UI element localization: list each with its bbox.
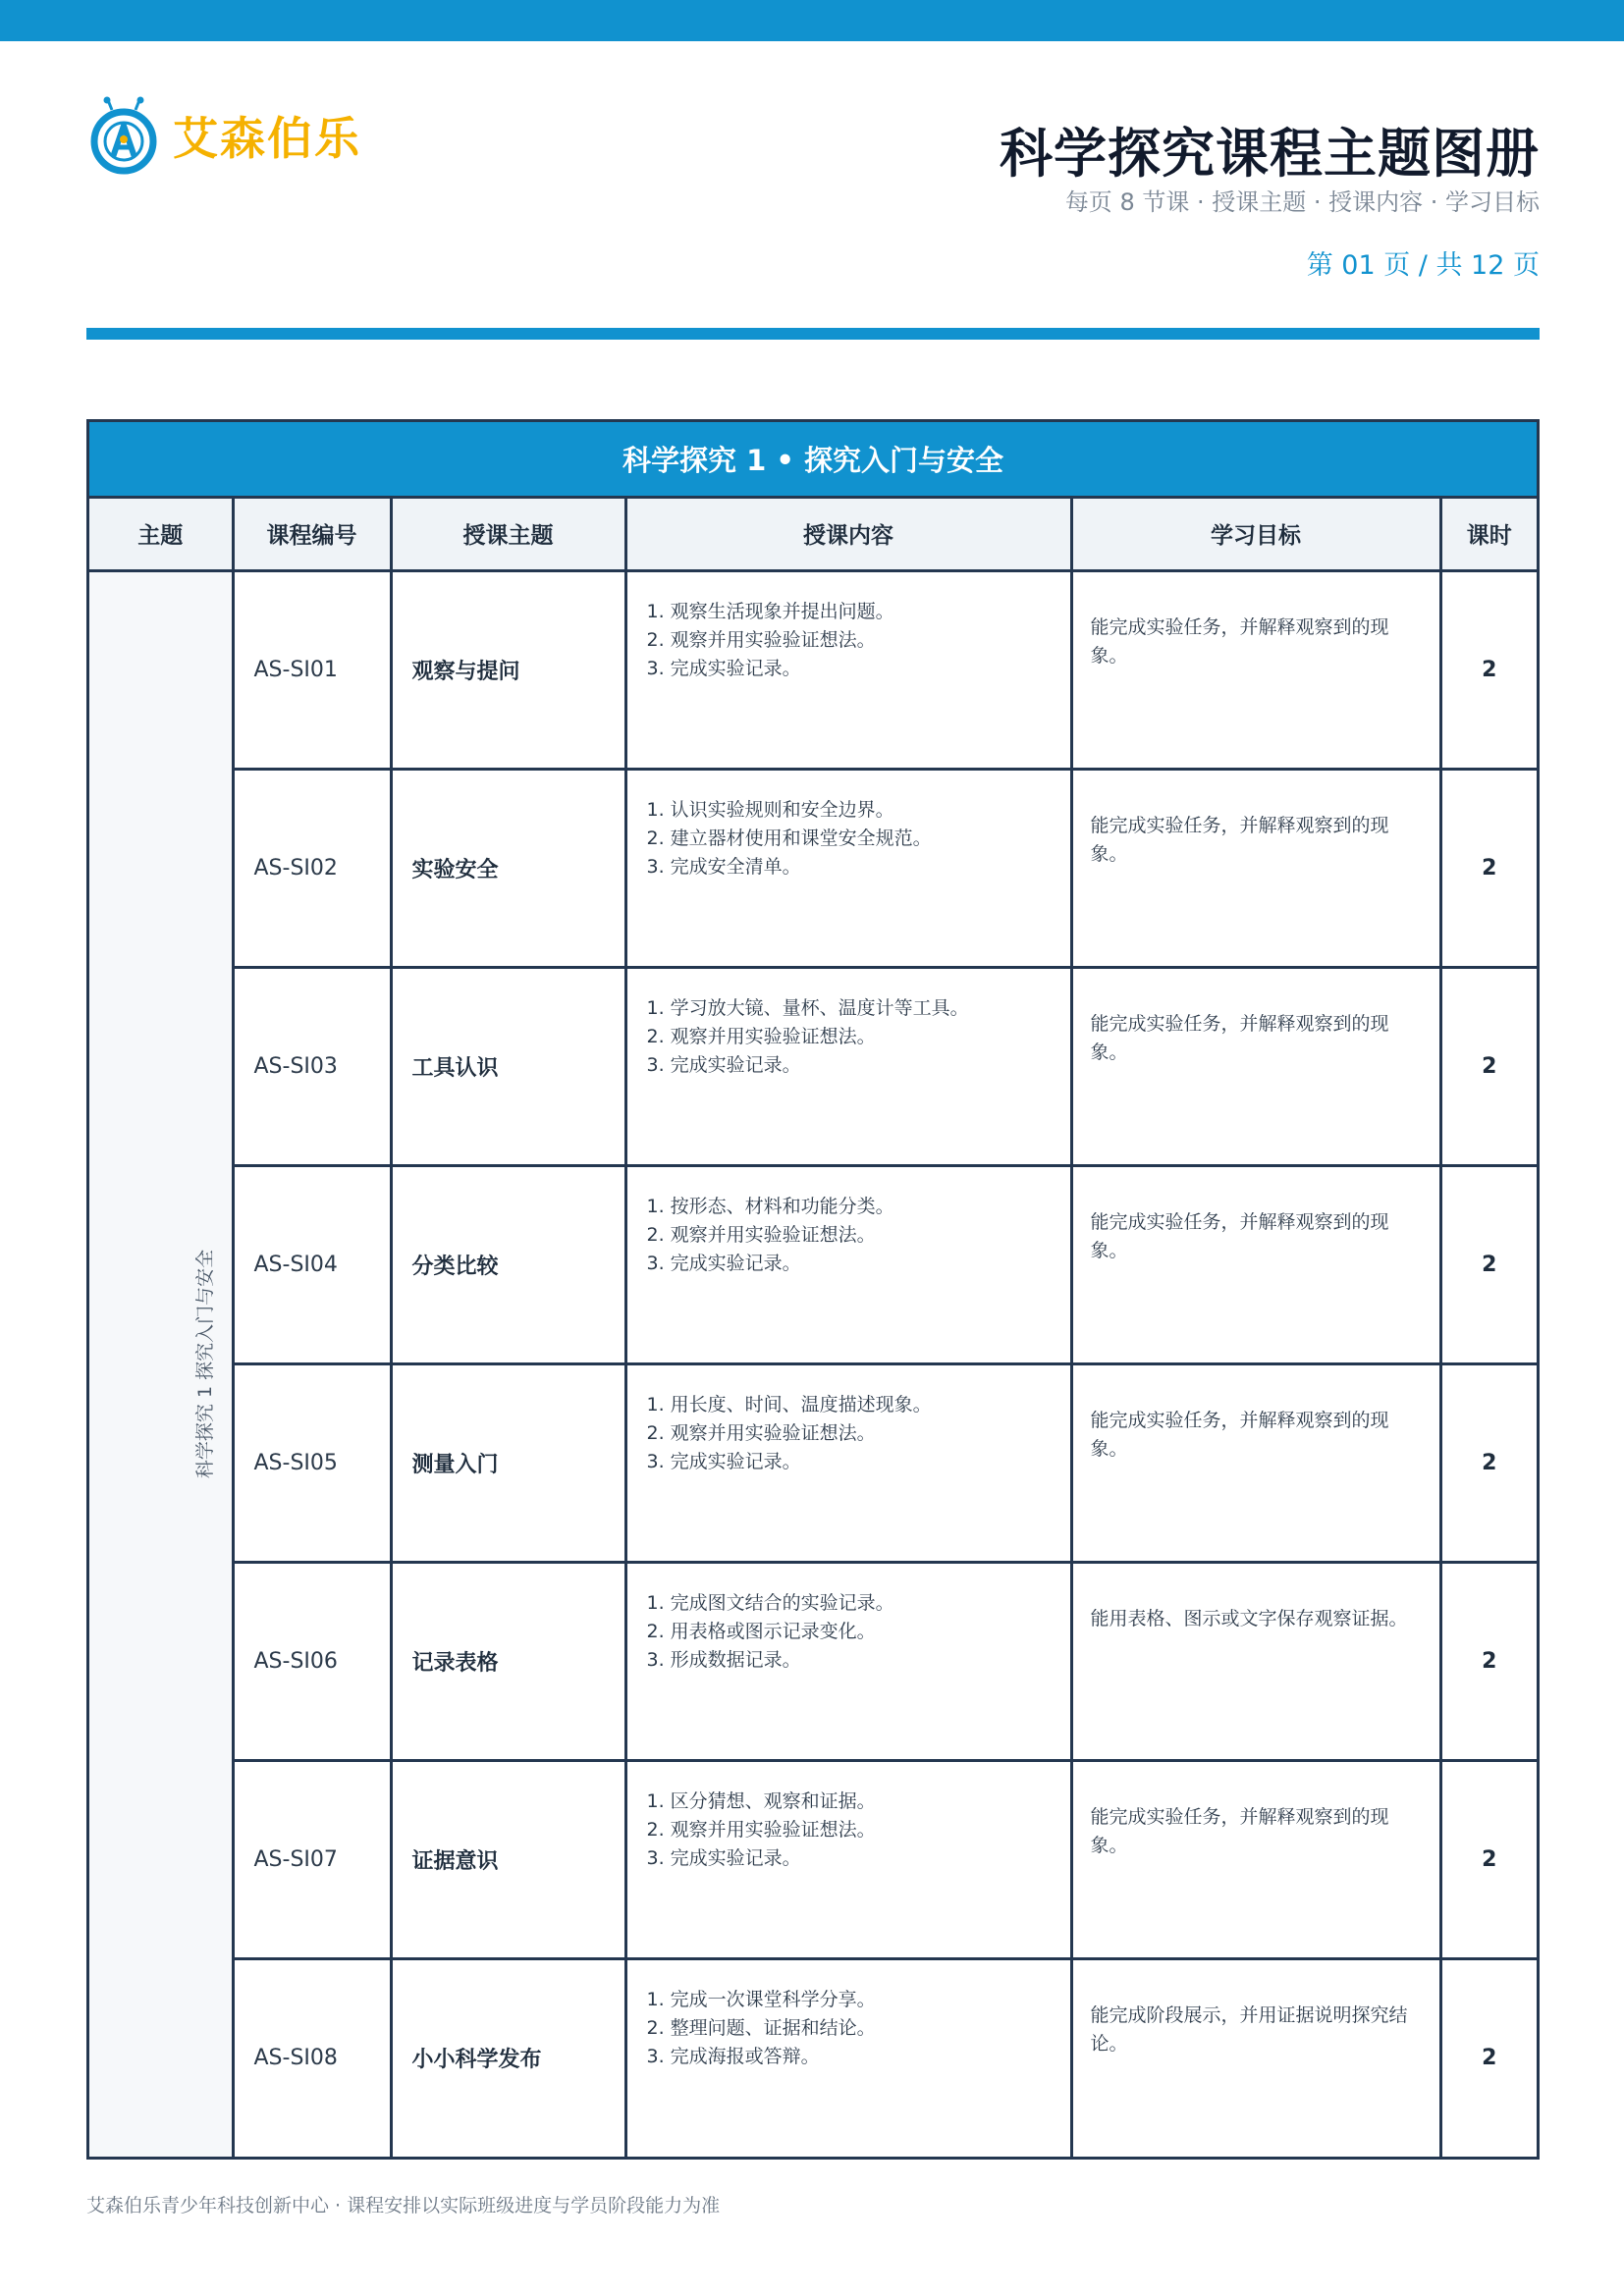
class-hours: 2 [1440,1165,1537,1363]
content-line: 1. 学习放大镜、量杯、温度计等工具。 [646,996,969,1019]
content-line: 1. 完成一次课堂科学分享。 [646,1988,876,2010]
course-code: AS-SI04 [233,1165,391,1363]
class-hours: 2 [1440,570,1537,769]
content-line: 1. 观察生活现象并提出问题。 [646,600,894,622]
section-title: 科学探究 1 • 探究入门与安全 [89,422,1537,499]
learning-goal: 能完成阶段展示，并用证据说明探究结论。 [1071,1958,1440,2157]
table-row [89,769,1537,967]
course-code: AS-SI03 [233,967,391,1165]
content-line: 2. 用表格或图示记录变化。 [646,1620,876,1642]
content-line: 2. 整理问题、证据和结论。 [646,2016,876,2039]
course-content [625,1165,1071,1363]
learning-goal: 能完成实验任务，并解释观察到的现象。 [1071,570,1440,769]
column-header-hours: 课时 [1440,499,1537,570]
content-line: 3. 完成海报或答辩。 [646,2045,820,2067]
content-line: 2. 建立器材使用和课堂安全规范。 [646,827,932,849]
theme-cell [89,570,233,2157]
content-line: 1. 完成图文结合的实验记录。 [646,1591,894,1614]
course-content [625,769,1071,967]
course-code: AS-SI07 [233,1760,391,1958]
learning-goal: 能完成实验任务，并解释观察到的现象。 [1071,1363,1440,1562]
content-line: 1. 用长度、时间、温度描述现象。 [646,1393,932,1415]
theme-label: 科学探究 1 探究入门与安全 [194,1250,217,1479]
brand-name: 艾森伯乐 [173,112,361,165]
content-line: 2. 观察并用实验验证想法。 [646,1025,876,1047]
content-line: 2. 观察并用实验验证想法。 [646,628,876,651]
course-content [625,1760,1071,1958]
course-code: AS-SI01 [233,570,391,769]
content-line: 2. 观察并用实验验证想法。 [646,1223,876,1246]
table-row [89,570,1537,769]
column-header-topic: 授课主题 [391,499,625,570]
learning-goal: 能完成实验任务，并解释观察到的现象。 [1071,769,1440,967]
course-topic: 观察与提问 [391,570,625,769]
course-content [625,967,1071,1165]
course-topic: 证据意识 [391,1760,625,1958]
content-line: 2. 观察并用实验验证想法。 [646,1421,876,1444]
course-topic: 分类比较 [391,1165,625,1363]
column-header-content: 授课内容 [625,499,1071,570]
content-line: 3. 完成安全清单。 [646,855,801,878]
table-row [89,1562,1537,1760]
class-hours: 2 [1440,769,1537,967]
table-row [89,1165,1537,1363]
content-line: 3. 完成实验记录。 [646,657,801,679]
course-content [625,1562,1071,1760]
class-hours: 2 [1440,1958,1537,2157]
course-code: AS-SI06 [233,1562,391,1760]
course-topic: 工具认识 [391,967,625,1165]
content-line: 1. 认识实验规则和安全边界。 [646,798,894,821]
curriculum-table-container [86,419,1540,2160]
page-indicator: 第 01 页 / 共 12 页 [1306,250,1540,281]
course-content [625,570,1071,769]
top-accent-bar [0,0,1624,41]
content-line: 3. 完成实验记录。 [646,1252,801,1274]
learning-goal: 能完成实验任务，并解释观察到的现象。 [1071,967,1440,1165]
column-header-code: 课程编号 [233,499,391,570]
table-row [89,1958,1537,2157]
document-title: 科学探究课程主题图册 [1000,123,1540,185]
content-line: 1. 按形态、材料和功能分类。 [646,1195,894,1217]
content-line: 3. 完成实验记录。 [646,1846,801,1869]
course-code: AS-SI02 [233,769,391,967]
course-content [625,1363,1071,1562]
content-line: 2. 观察并用实验验证想法。 [646,1818,876,1841]
document-subtitle: 每页 8 节课 · 授课主题 · 授课内容 · 学习目标 [1064,188,1540,216]
course-topic: 测量入门 [391,1363,625,1562]
column-header-goal: 学习目标 [1071,499,1440,570]
brand-logo [86,96,361,175]
curriculum-table [89,499,1537,2157]
content-line: 3. 完成实验记录。 [646,1450,801,1472]
class-hours: 2 [1440,1760,1537,1958]
course-content [625,1958,1071,2157]
learning-goal: 能完成实验任务，并解释观察到的现象。 [1071,1760,1440,1958]
learning-goal: 能用表格、图示或文字保存观察证据。 [1071,1562,1440,1760]
class-hours: 2 [1440,967,1537,1165]
learning-goal: 能完成实验任务，并解释观察到的现象。 [1071,1165,1440,1363]
table-header-row [89,499,1537,570]
table-row [89,1760,1537,1958]
footer-note: 艾森伯乐青少年科技创新中心 · 课程安排以实际班级进度与学员阶段能力为准 [86,2195,721,2216]
astronaut-a-icon [86,96,161,175]
class-hours: 2 [1440,1363,1537,1562]
course-topic: 记录表格 [391,1562,625,1760]
course-topic: 实验安全 [391,769,625,967]
content-line: 3. 形成数据记录。 [646,1648,801,1671]
column-header-theme: 主题 [89,499,233,570]
table-row [89,967,1537,1165]
course-code: AS-SI08 [233,1958,391,2157]
content-line: 3. 完成实验记录。 [646,1053,801,1076]
course-topic: 小小科学发布 [391,1958,625,2157]
class-hours: 2 [1440,1562,1537,1760]
header-divider [86,328,1540,340]
content-line: 1. 区分猜想、观察和证据。 [646,1789,876,1812]
table-row [89,1363,1537,1562]
course-code: AS-SI05 [233,1363,391,1562]
